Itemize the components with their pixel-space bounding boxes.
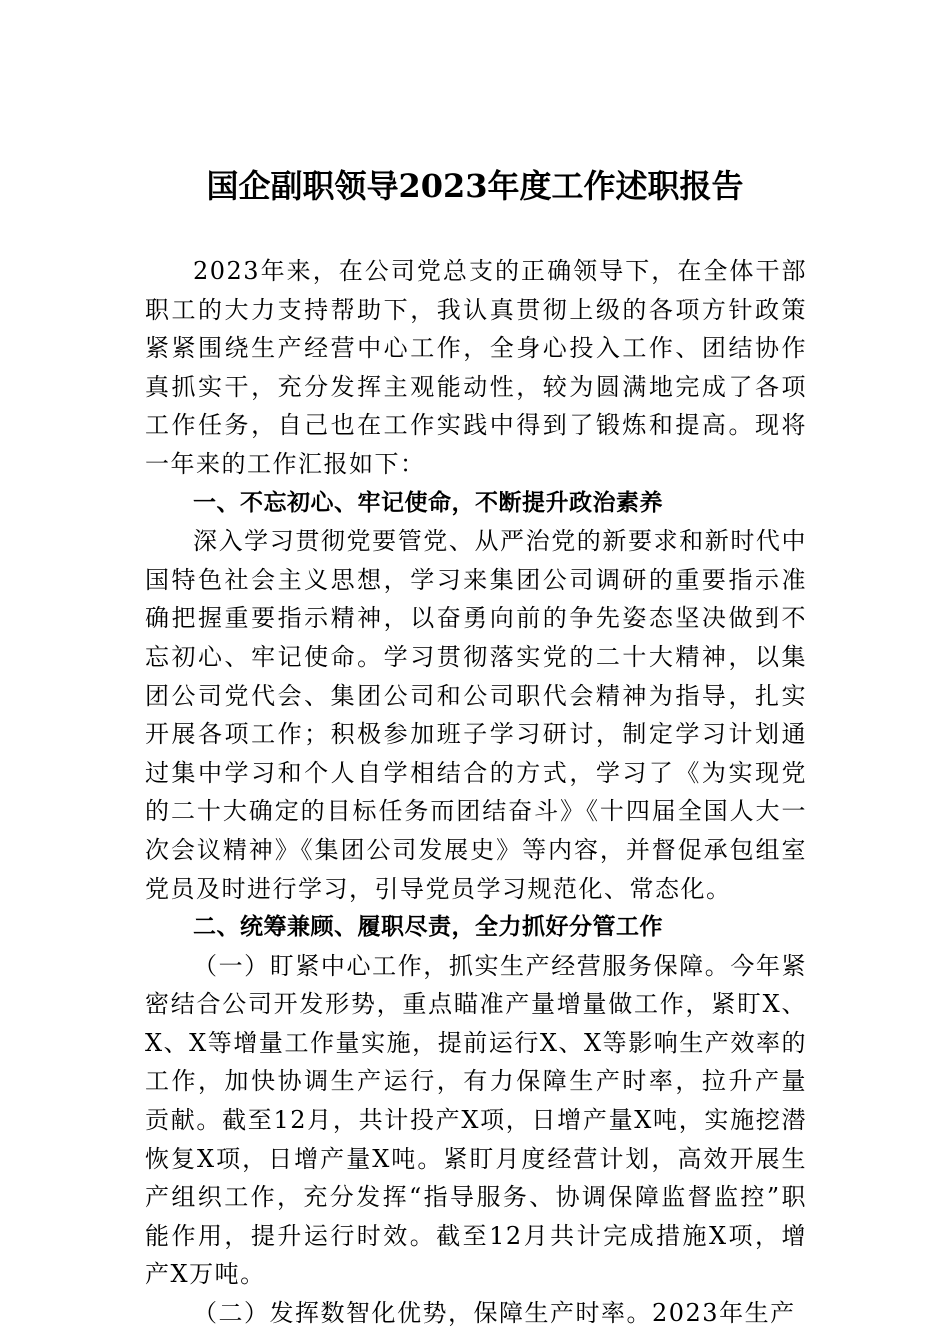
subsection-2-paragraph: （二）发挥数智化优势，保障生产时率。2023年生产 [193, 1299, 796, 1328]
document-body [145, 252, 807, 1333]
section-heading-2: 二、统筹兼顾、履职尽责，全力抓好分管工作 [193, 914, 663, 941]
document-title: 国企副职领导2023年度工作述职报告 [206, 167, 744, 205]
section-1-paragraph: 深入学习贯彻党要管党、从严治党的新要求和新时代中国特色社会主义思想，学习来集团公司调研的重要指示准确把握重要指示精神，以奋勇向前的争先姿态坚决做到不忘初心、牢记使命。学习贯彻落实党的二十大精神，以集团公司党代会、集团公司和公司职代会精神为指导，扎实开展各项工作；积极参加班子学习研讨，制定学习计划通过集中学习和个人自学相结合的方式，学习了《为实现党的二十大确定的目标任务而团结奋斗》《十四届全国人大一次会议精神》《集团公司发展史》等内容，并督促承包组室党员及时进行学习，引导党员学习规范化、常态化。 [145, 527, 807, 903]
section-heading-1: 一、不忘初心、牢记使命，不断提升政治素养 [193, 489, 663, 516]
subsection-1-paragraph: （一）盯紧中心工作，抓实生产经营服务保障。今年紧密结合公司开发形势，重点瞄准产量增量做工作，紧盯X、X、X等增量工作量实施，提前运行X、X等影响生产效率的工作，加快协调生产运行，有力保障生产时率，拉升产量贡献。截至12月，共计投产X项，日增产量X吨，实施挖潜恢复X项，日增产量X吨。紧盯月度经营计划，高效开展生产组织工作，充分发挥“指导服务、协调保障监督监控”职能作用，提升运行时效。截至12月共计完成措施X项，增产X万吨。 [145, 951, 807, 1289]
intro-paragraph: 2023年来，在公司党总支的正确领导下，在全体干部职工的大力支持帮助下，我认真贯彻上级的各项方针政策紧紧围绕生产经营中心工作，全身心投入工作、团结协作真抓实干，充分发挥主观能动性，较为圆满地完成了各项工作任务，自己也在工作实践中得到了锻炼和提高。现将一年来的工作汇报如下： [145, 257, 807, 478]
